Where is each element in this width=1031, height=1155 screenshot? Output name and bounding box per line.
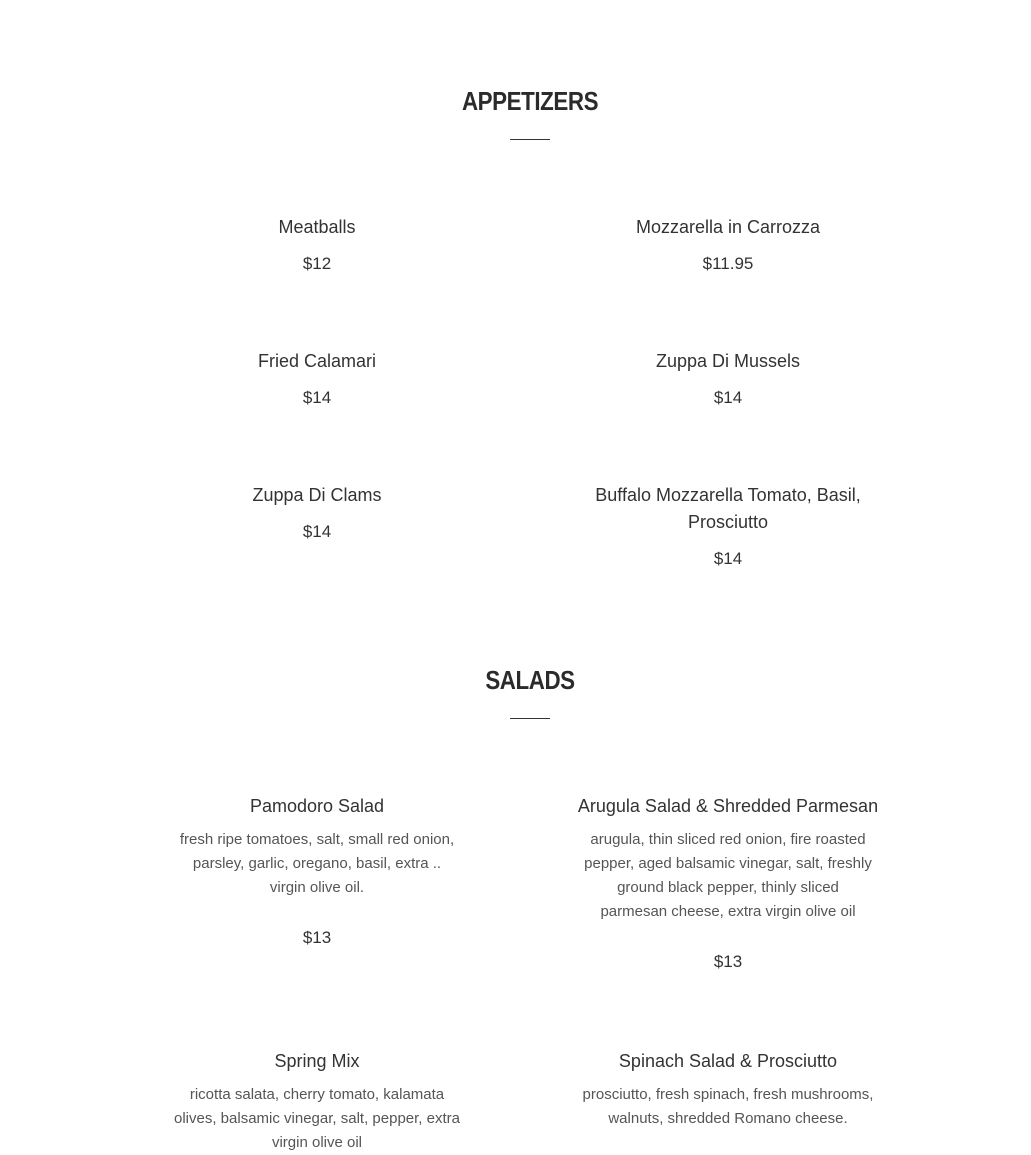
- item-price: $14: [713, 388, 743, 407]
- item-price: $14: [302, 388, 332, 407]
- item-name: Spring Mix: [274, 1051, 360, 1071]
- menu-item-arugula-salad: [576, 793, 880, 973]
- menu-item-zuppa-di-mussels: [576, 348, 880, 409]
- item-name: Mozzarella in Carrozza: [635, 217, 821, 237]
- menu-item-spring-mix: [167, 1048, 467, 1155]
- menu-item-buffalo-mozzarella: [576, 482, 880, 570]
- item-price: $13: [713, 952, 743, 971]
- menu-item-spinach-salad-prosciutto: [576, 1048, 880, 1131]
- item-name: Meatballs: [278, 217, 356, 237]
- item-description: arugula, thin sliced red onion, fire roasted pepper, aged balsamic vinegar, salt, freshly ground black pepper, thinly sliced parmesan cheese, extra virgin olive oil: [584, 831, 872, 920]
- appetizers-heading: APPETIZERS: [461, 86, 599, 116]
- menu-item-zuppa-di-clams: [167, 482, 467, 543]
- item-description: prosciutto, fresh spinach, fresh mushrooms, walnuts, shredded Romano cheese.: [582, 1086, 874, 1127]
- item-price: $14: [713, 549, 743, 568]
- item-price: $11.95: [702, 254, 754, 273]
- menu-item-fried-calamari: [167, 348, 467, 409]
- item-name: Spinach Salad & Prosciutto: [618, 1051, 838, 1071]
- item-name: Zuppa Di Mussels: [655, 351, 801, 371]
- salads-divider: [510, 718, 550, 719]
- item-price: $12: [302, 254, 332, 273]
- menu-item-meatballs: [167, 214, 467, 275]
- item-description: fresh ripe tomatoes, salt, small red onion, parsley, garlic, oregano, basil, extra .. virgin olive oil.: [179, 831, 455, 896]
- item-price: $13: [302, 928, 332, 947]
- item-description: ricotta salata, cherry tomato, kalamata olives, balsamic vinegar, salt, pepper, extra virgin olive oil: [174, 1086, 460, 1151]
- salads-heading: SALADS: [485, 665, 575, 695]
- item-name: Zuppa Di Clams: [252, 485, 382, 505]
- item-name: Arugula Salad & Shredded Parmesan: [577, 796, 879, 816]
- appetizers-divider: [510, 139, 550, 140]
- menu-item-mozzarella-in-carrozza: [576, 214, 880, 275]
- item-price: $14: [302, 522, 332, 541]
- item-name: Fried Calamari: [257, 351, 377, 371]
- item-name: Buffalo Mozzarella Tomato, Basil, Prosciutto: [595, 485, 861, 532]
- menu-item-pamodoro-salad: [167, 793, 467, 949]
- item-name: Pamodoro Salad: [249, 796, 385, 816]
